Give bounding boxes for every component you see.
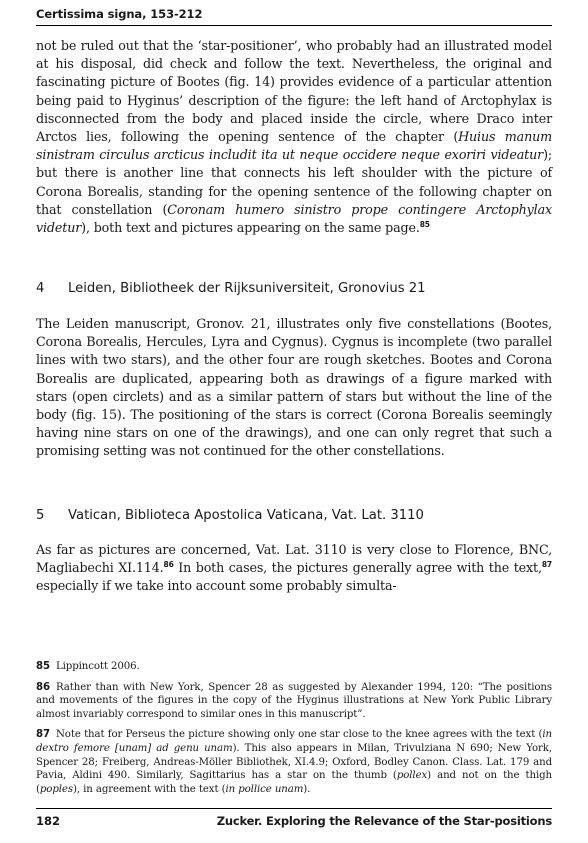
- footnote-ref[interactable]: 86: [163, 560, 174, 570]
- footnote-text: ). This also appears in Milan, Trivulziana N 690; New York, Spencer 28; Freiberg, Andreas-Möller Bibliothek, XI.4.9; Oxford, Bodley Canon. Class. Lat. 179 and Pavia, Aldini 490. Similarly, Sagittarius has a star on the thumb (: [36, 742, 552, 782]
- latin-quote: Coronam humero sinistro prope contingere Arctophylax videtur: [36, 201, 552, 236]
- footnote-ref[interactable]: 85: [419, 220, 430, 230]
- footnote-text: Lippincott 2006.: [55, 661, 140, 672]
- latin-quote: pollex: [396, 770, 428, 782]
- footnotes: [36, 660, 552, 803]
- footnote-number: 87: [36, 729, 50, 741]
- paragraph-text: not be ruled out that the ‘star-positioner’, who probably had an illustrated model at his disposal, did check and follow the text. Nevertheless, the original and fascinating picture of Bootes (fig. 14) provides evidence of a particular attention being paid to Hyginus’ description of the figure: the left hand of Arctophylax is disconnected from the body and placed inside the circle, where Draco inter Arctos lies, following the opening sentence of the chapter (: [36, 38, 552, 145]
- footnote-text: ).: [303, 783, 311, 795]
- paragraph-text: As far as pictures are concerned, Vat. Lat. 3110 is very close to Florence, BNC, Magliabechi XI.114.: [36, 542, 552, 576]
- paragraph-text: ); but there is another line that connects his left shoulder with the picture of Corona Borealis, standing for the opening sentence of the following chapter on that constellation (: [36, 147, 552, 217]
- footnote-text: ), in agreement with the text (: [72, 783, 226, 795]
- footer-rule: [36, 808, 552, 809]
- paragraph-bootes: [36, 37, 552, 237]
- section-title: Vatican, Biblioteca Apostolica Vaticana, Vat. Lat. 3110: [68, 508, 424, 523]
- running-head: Certissima signa, 153-212: [36, 7, 203, 21]
- section-number: 5: [36, 508, 45, 523]
- latin-quote: in dextro femore [unam] ad genu unam: [36, 729, 552, 754]
- footnote-number: 85: [36, 661, 50, 672]
- footnote-number: 86: [36, 681, 50, 693]
- latin-quote: Huius manum sinistram circulus arcticus includit ita ut neque occidere neque exoriri videatur: [36, 129, 552, 163]
- footnote-text: ) and not on the thigh (: [36, 770, 552, 795]
- section-title: Leiden, Bibliotheek der Rijksuniversiteit, Gronovius 21: [68, 281, 426, 296]
- section-heading-5: [36, 508, 552, 523]
- footnote-87: [36, 728, 552, 796]
- running-foot: Zucker. Exploring the Relevance of the Star-positions: [216, 814, 552, 828]
- section-heading-4: [36, 281, 552, 296]
- paragraph-text: especially if we take into account some probably simulta-: [36, 578, 397, 594]
- footnote-ref[interactable]: 87: [541, 560, 552, 570]
- paragraph-text: ), both text and pictures appearing on the same page.: [81, 220, 420, 236]
- header-rule: [36, 25, 552, 26]
- paragraph-vatican: [36, 541, 552, 596]
- section-number: 4: [36, 281, 45, 296]
- paragraph-leiden: The Leiden manuscript, Gronov. 21, illustrates only five constellations (Bootes, Corona Borealis, Hercules, Lyra and Cygnus). Cygnus is incomplete (two parallel lines with two stars), and the other four are rough sketches. Bootes and Corona Borealis are duplicated, appearing both as drawings of a figure marked with stars (open circlets) and as a similar pattern of stars but without the line of the body (fig. 15). The positioning of the stars is correct (Corona Borealis seemingly having nine stars on one of the drawings), and one can only regret that such a promising setting was not continued for the other constellations.: [36, 316, 552, 459]
- page: [36, 0, 552, 843]
- footnote-text: Note that for Perseus the picture showing only one star close to the knee agrees with the text (: [55, 729, 543, 741]
- footnote-text: Rather than with New York, Spencer 28 as suggested by Alexander 1994, 120: “The positions and movements of the figures in the copy of the Hyginus illustrations at New York Public Library almost invariably correspond to similar ones in this manuscript”.: [36, 681, 552, 720]
- footnote-86: [36, 681, 552, 722]
- page-number: 182: [36, 814, 61, 828]
- latin-quote: in pollice unam: [225, 783, 304, 795]
- latin-quote: poples: [39, 783, 73, 795]
- paragraph-text: In both cases, the pictures generally agree with the text,: [173, 560, 542, 576]
- footnote-85: [36, 660, 552, 674]
